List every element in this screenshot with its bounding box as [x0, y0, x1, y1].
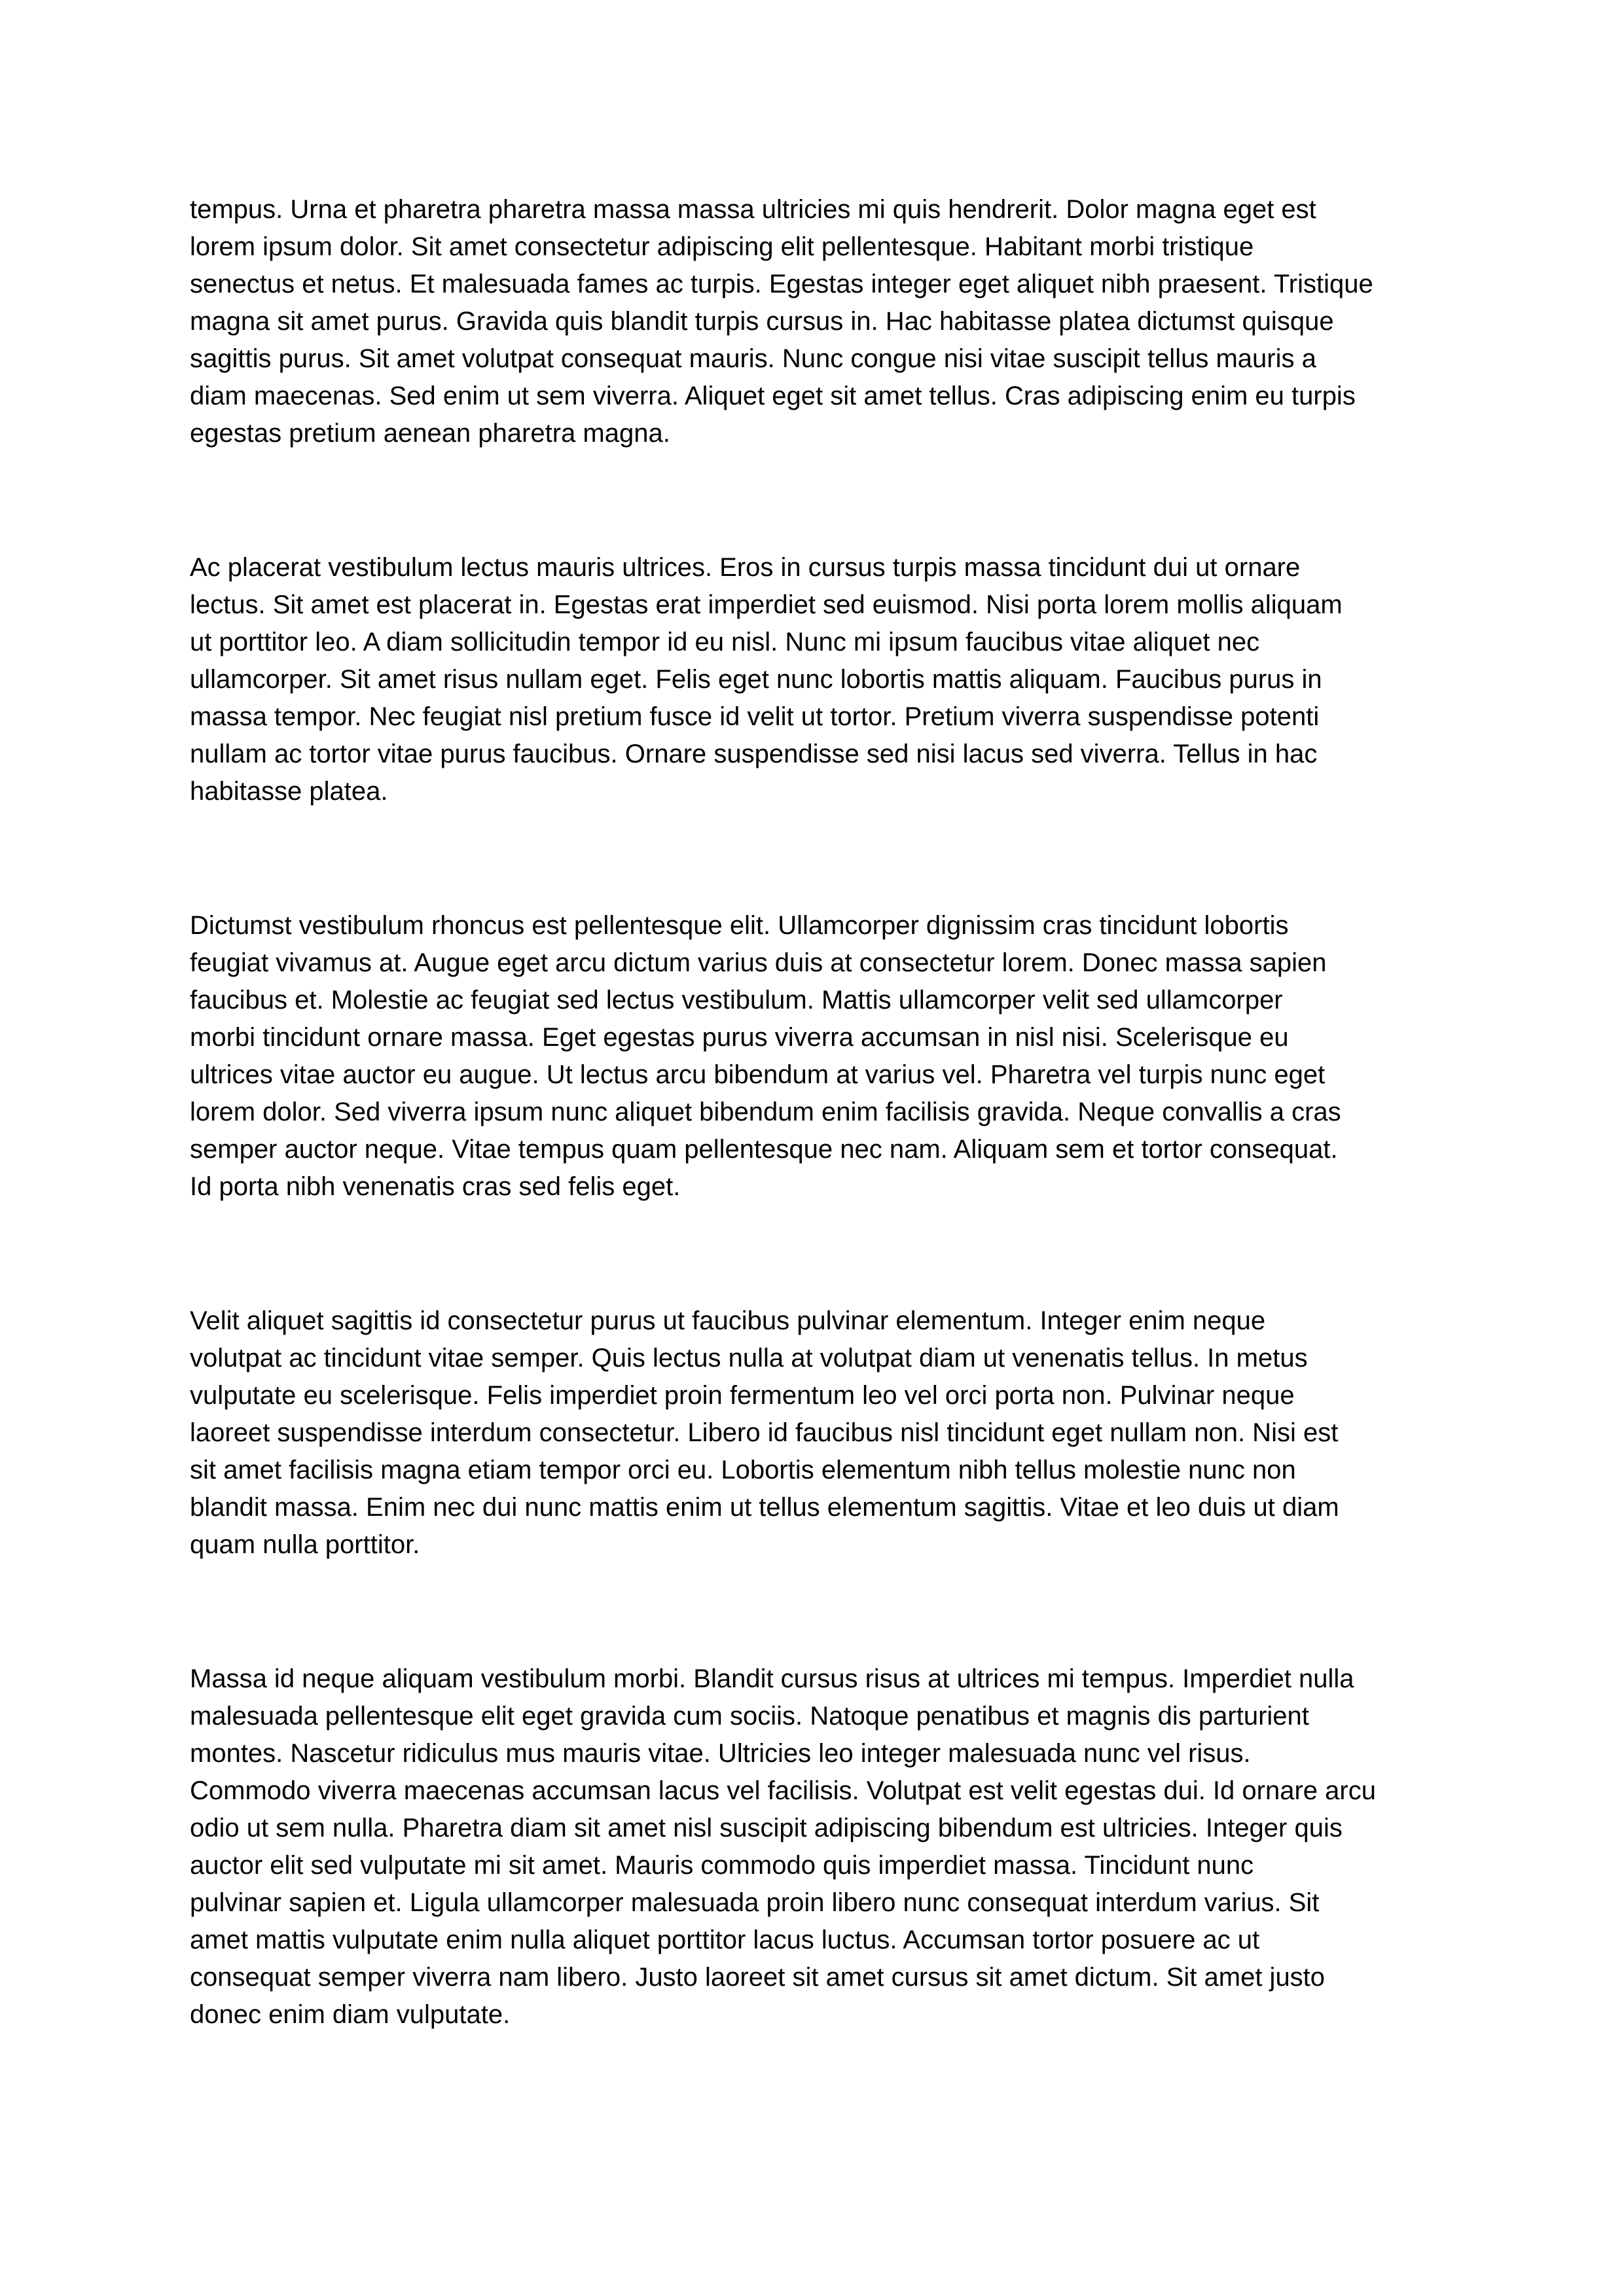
text-line: habitasse platea.: [190, 777, 388, 806]
text-line: feugiat vivamus at. Augue eget arcu dictum varius duis at consectetur lorem. Donec massa sapien: [190, 948, 1327, 977]
text-line: lorem ipsum dolor. Sit amet consectetur adipiscing elit pellentesque. Habitant morbi tristique: [190, 232, 1254, 261]
paragraph: [190, 1660, 1447, 2034]
text-line: auctor elit sed vulputate mi sit amet. Mauris commodo quis imperdiet massa. Tincidunt nunc: [190, 1851, 1254, 1880]
text-line: malesuada pellentesque elit eget gravida cum sociis. Natoque penatibus et magnis dis parturient: [190, 1702, 1309, 1731]
text-line: lorem dolor. Sed viverra ipsum nunc aliquet bibendum enim facilisis gravida. Neque convallis a cras: [190, 1098, 1341, 1126]
text-line: Ac placerat vestibulum lectus mauris ultrices. Eros in cursus turpis massa tincidunt dui ut ornare: [190, 553, 1301, 582]
text-line: senectus et netus. Et malesuada fames ac turpis. Egestas integer eget aliquet nibh praesent. Tristique: [190, 270, 1373, 298]
text-line: montes. Nascetur ridiculus mus mauris vitae. Ultricies leo integer malesuada nunc vel risus.: [190, 1739, 1251, 1768]
paragraph: [190, 1302, 1447, 1564]
text-line: ut porttitor leo. A diam sollicitudin tempor id eu nisl. Nunc mi ipsum faucibus vitae aliquet nec: [190, 628, 1260, 656]
text-line: sit amet facilisis magna etiam tempor orci eu. Lobortis elementum nibh tellus molestie nunc non: [190, 1456, 1296, 1484]
text-line: vulputate eu scelerisque. Felis imperdiet proin fermentum leo vel orci porta non. Pulvinar neque: [190, 1381, 1295, 1410]
text-line: egestas pretium aenean pharetra magna.: [190, 419, 670, 448]
text-line: amet mattis vulputate enim nulla aliquet porttitor lacus luctus. Accumsan tortor posuere ac ut: [190, 1926, 1260, 1954]
text-line: faucibus et. Molestie ac feugiat sed lectus vestibulum. Mattis ullamcorper velit sed ullamcorper: [190, 986, 1283, 1014]
paragraph: [190, 549, 1447, 810]
paragraph: [190, 191, 1447, 452]
text-line: magna sit amet purus. Gravida quis blandit turpis cursus in. Hac habitasse platea dictumst quisque: [190, 307, 1334, 336]
text-line: Massa id neque aliquam vestibulum morbi. Blandit cursus risus at ultrices mi tempus. Imperdiet nulla: [190, 1664, 1354, 1693]
text-line: consequat semper viverra nam libero. Justo laoreet sit amet cursus sit amet dictum. Sit amet justo: [190, 1963, 1326, 1992]
text-line: Velit aliquet sagittis id consectetur purus ut faucibus pulvinar elementum. Integer enim neque: [190, 1306, 1266, 1335]
text-line: volutpat ac tincidunt vitae semper. Quis lectus nulla at volutpat diam ut venenatis tellus. In metus: [190, 1344, 1308, 1372]
text-line: semper auctor neque. Vitae tempus quam pellentesque nec nam. Aliquam sem et tortor consequat.: [190, 1135, 1338, 1164]
text-line: Commodo viverra maecenas accumsan lacus vel facilisis. Volutpat est velit egestas dui. Id ornare arcu: [190, 1776, 1376, 1805]
paragraph: [190, 907, 1447, 1206]
text-line: pulvinar sapien et. Ligula ullamcorper malesuada proin libero nunc consequat interdum varius. Sit: [190, 1888, 1320, 1917]
text-line: sagittis purus. Sit amet volutpat consequat mauris. Nunc congue nisi vitae suscipit tellus mauris a: [190, 344, 1316, 373]
text-line: massa tempor. Nec feugiat nisl pretium fusce id velit ut tortor. Pretium viverra suspendisse potenti: [190, 702, 1320, 731]
document-body: [190, 191, 1447, 2130]
text-line: nullam ac tortor vitae purus faucibus. Ornare suspendisse sed nisi lacus sed viverra. Tellus in hac: [190, 740, 1318, 768]
text-line: Id porta nibh venenatis cras sed felis eget.: [190, 1172, 681, 1201]
text-line: diam maecenas. Sed enim ut sem viverra. Aliquet eget sit amet tellus. Cras adipiscing enim eu turpis: [190, 382, 1356, 410]
text-line: blandit massa. Enim nec dui nunc mattis enim ut tellus elementum sagittis. Vitae et leo duis ut diam: [190, 1493, 1339, 1522]
text-line: ullamcorper. Sit amet risus nullam eget. Felis eget nunc lobortis mattis aliquam. Faucibus purus in: [190, 665, 1322, 694]
text-line: donec enim diam vulputate.: [190, 2000, 511, 2029]
text-line: lectus. Sit amet est placerat in. Egestas erat imperdiet sed euismod. Nisi porta lorem mollis aliquam: [190, 590, 1343, 619]
text-line: Dictumst vestibulum rhoncus est pellentesque elit. Ullamcorper dignissim cras tincidunt lobortis: [190, 911, 1289, 940]
text-line: morbi tincidunt ornare massa. Eget egestas purus viverra accumsan in nisl nisi. Scelerisque eu: [190, 1023, 1289, 1052]
text-line: odio ut sem nulla. Pharetra diam sit amet nisl suscipit adipiscing bibendum est ultricies. Integer quis: [190, 1814, 1343, 1842]
text-line: quam nulla porttitor.: [190, 1530, 420, 1559]
text-line: laoreet suspendisse interdum consectetur. Libero id faucibus nisl tincidunt eget nullam non. Nisi est: [190, 1418, 1339, 1447]
text-line: tempus. Urna et pharetra pharetra massa massa ultricies mi quis hendrerit. Dolor magna eget est: [190, 195, 1316, 224]
text-line: ultrices vitae auctor eu augue. Ut lectus arcu bibendum at varius vel. Pharetra vel turpis nunc eget: [190, 1060, 1326, 1089]
